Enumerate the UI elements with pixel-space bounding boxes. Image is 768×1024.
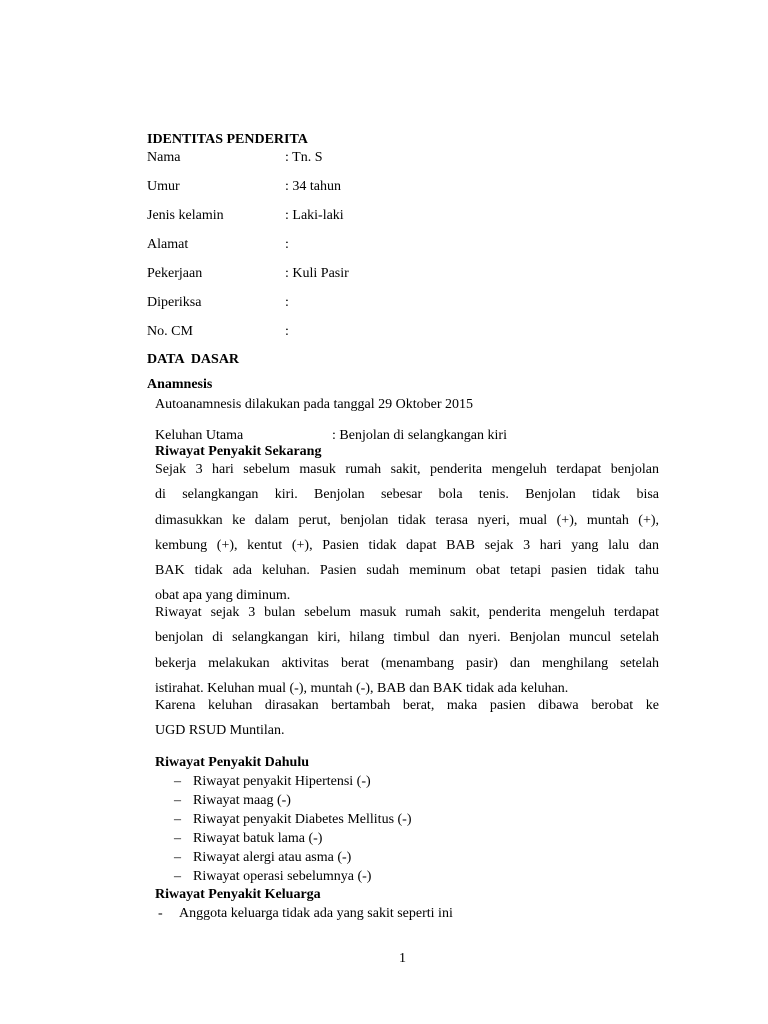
identity-label-alamat: Alamat (147, 237, 189, 252)
identity-value-jenis-kelamin: : Laki-laki (285, 208, 344, 223)
rpd-item: Riwayat alergi atau asma (-) (193, 850, 352, 865)
rps-p3-line: UGD RSUD Muntilan. (155, 723, 285, 738)
rps-p2-line: istirahat. Keluhan mual (-), muntah (-), BAB dan BAK tidak ada keluhan. (155, 681, 569, 696)
autoanamnesis-text: Autoanamnesis dilakukan pada tanggal 29 Oktober 2015 (155, 397, 474, 412)
rpd-item: Riwayat maag (-) (193, 793, 291, 808)
rpd-bullet: – (174, 812, 181, 827)
rpd-bullet: – (174, 831, 181, 846)
identity-value-nama: : Tn. S (285, 150, 323, 165)
rpk-item: Anggota keluarga tidak ada yang sakit seperti ini (179, 906, 453, 921)
rpd-bullet: – (174, 774, 181, 789)
keluhan-utama-value: : Benjolan di selangkangan kiri (332, 428, 507, 443)
identity-label-pekerjaan: Pekerjaan (147, 266, 203, 281)
anamnesis-heading: Anamnesis (147, 377, 213, 392)
rps-p2-line: bekerja melakukan aktivitas berat (menambang pasir) dan menghilang setelah (155, 656, 659, 671)
identity-value-diperiksa: : (285, 295, 289, 310)
identity-label-nama: Nama (147, 150, 181, 165)
rpd-heading: Riwayat Penyakit Dahulu (155, 755, 310, 770)
data-dasar-heading: DATA DASAR (147, 352, 240, 367)
identity-label-no-cm: No. CM (147, 324, 193, 339)
rpd-item: Riwayat penyakit Diabetes Mellitus (-) (193, 812, 412, 827)
identity-heading: IDENTITAS PENDERITA (147, 132, 308, 147)
rpk-bullet: - (158, 906, 163, 921)
page-number: 1 (399, 951, 406, 966)
rpd-item: Riwayat penyakit Hipertensi (-) (193, 774, 371, 789)
rps-p1-line: kembung (+), kentut (+), Pasien tidak dapat BAB sejak 3 hari yang lalu dan (155, 538, 659, 553)
rps-p1-line: dimasukkan ke dalam perut, benjolan tidak terasa nyeri, mual (+), muntah (+), (155, 513, 659, 528)
identity-label-umur: Umur (147, 179, 180, 194)
rps-p3-line: Karena keluhan dirasakan bertambah berat, maka pasien dibawa berobat ke (155, 698, 659, 713)
rpd-item: Riwayat operasi sebelumnya (-) (193, 869, 372, 884)
identity-value-umur: : 34 tahun (285, 179, 341, 194)
rps-p2-line: Riwayat sejak 3 bulan sebelum masuk rumah sakit, penderita mengeluh terdapat (155, 605, 659, 620)
rps-p1-line: di selangkangan kiri. Benjolan sebesar bola tenis. Benjolan tidak bisa (155, 487, 659, 502)
rps-p1-line: BAK tidak ada keluhan. Pasien sudah meminum obat tetapi pasien tidak tahu (155, 563, 659, 578)
rpd-bullet: – (174, 793, 181, 808)
identity-value-pekerjaan: : Kuli Pasir (285, 266, 349, 281)
rps-p2-line: benjolan di selangkangan kiri, hilang timbul dan nyeri. Benjolan muncul setelah (155, 630, 659, 645)
rpd-item: Riwayat batuk lama (-) (193, 831, 323, 846)
identity-value-alamat: : (285, 237, 289, 252)
rps-p1-line: Sejak 3 hari sebelum masuk rumah sakit, penderita mengeluh terdapat benjolan (155, 462, 659, 477)
identity-label-jenis-kelamin: Jenis kelamin (147, 208, 224, 223)
rps-heading: Riwayat Penyakit Sekarang (155, 444, 322, 459)
rpd-bullet: – (174, 850, 181, 865)
rpk-heading: Riwayat Penyakit Keluarga (155, 887, 321, 902)
rps-p1-line: obat apa yang diminum. (155, 588, 291, 603)
keluhan-utama-label: Keluhan Utama (155, 428, 244, 443)
identity-label-diperiksa: Diperiksa (147, 295, 202, 310)
identity-value-no-cm: : (285, 324, 289, 339)
rpd-bullet: – (174, 869, 181, 884)
